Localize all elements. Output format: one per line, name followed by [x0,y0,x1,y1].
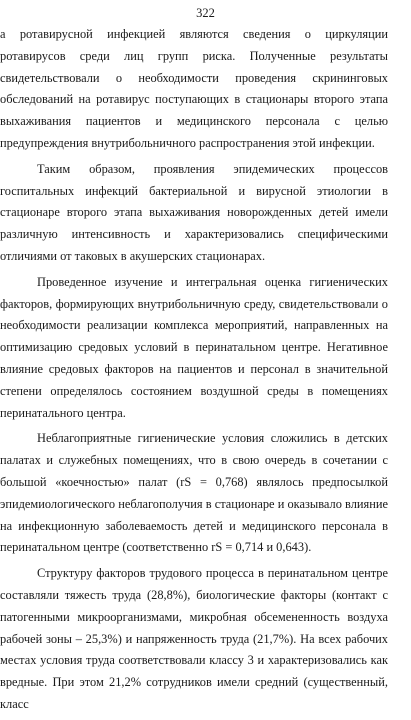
paragraph-epidemic-processes: Таким образом, проявления эпидемических процессов госпитальных инфекций бактериальной и вирусной этиологии в стационаре второго этапа выхаживания новорожденных детей имели различную интенсивность и характеризовались специфическими отличиями от таковых в акушерских стационарах. [0,161,388,263]
paragraph-continuation: а ротавирусной инфекцией являются сведения о циркуляции ротавирусов среди лиц групп риска. Полученные результаты свидетельствовали о необходимости проведения скрининговых обследований на ротавирус поступающих в стационары второго этапа выхаживания пациентов и медицинского персонала с целью предупреждения внутрибольничного распространения этой инфекции. [0,27,388,150]
paragraph-hygiene-factors: Проведенное изучение и интегральная оценка гигиенических факторов, формирующих внутрибольничную среду, свидетельствовали о необходимости реализации комплекса мероприятий, направленных на оптимизацию средовых условий в перинатальном центре. Негативное влияние средовых факторов на пациентов и персонал в значительной степени определялось состоянием воздушной среды в помещениях перинатального центра. [0,274,388,420]
body-text [0,24,388,720]
page-number: 322 [196,6,215,20]
paragraph-labor-factors: Структуру факторов трудового процесса в перинатальном центре составляли тяжесть труда (28,8%), биологические факторы (контакт с патогенными микроорганизмами, микробная обсемененность воздуха рабочей зоны – 25,3%) и напряженность труда (21,7%). На всех рабочих местах условия труда соответствовали классу 3 и характеризовались как вредные. При этом 21,2% сотрудников имели средний (существенный, класс [0,566,388,711]
paragraph-unfavorable-conditions: Неблагоприятные гигиенические условия сложились в детских палатах и служебных помещениях, что в свою очередь в сочетании с большой «коечностью» палат (rS = 0,768) являлось предпосылкой эпидемиологического неблагополучия в стационаре и оказывало влияние на инфекционную заболеваемость детей и медицинского персонала в перинатальном центре (соответственно rS = 0,714 и 0,643). [0,431,388,555]
